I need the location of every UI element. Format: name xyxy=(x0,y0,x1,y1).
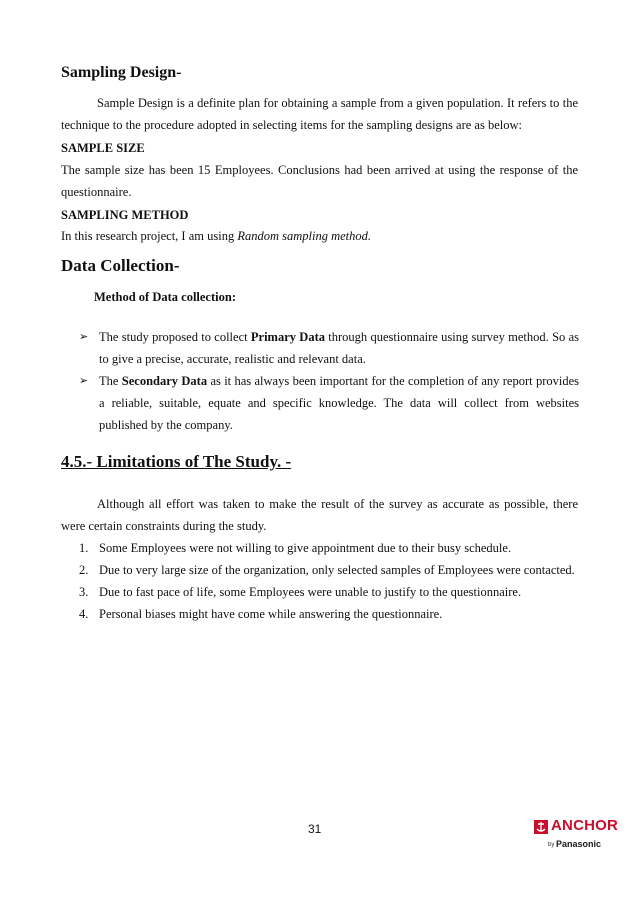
anchor-panasonic-logo xyxy=(534,817,619,860)
limitation-item xyxy=(79,603,579,625)
anchor-logo-icon xyxy=(534,820,548,834)
logo-by: by xyxy=(548,842,555,848)
limitation-item xyxy=(79,581,579,603)
bullet-bold: Primary Data xyxy=(250,330,325,344)
item-number: 2. xyxy=(79,563,89,577)
bullet-text: as it has always been important for the completion of any report provides a reliable, suitable, equate and specific knowledge. The data will collect from websites published by the company. xyxy=(99,374,579,432)
sampling-method-text xyxy=(61,225,578,247)
bullet-secondary-data xyxy=(79,370,579,436)
bullet-text: The xyxy=(99,374,122,388)
data-collection-heading: Data Collection- xyxy=(61,256,180,275)
limitation-item xyxy=(79,559,579,581)
limitations-heading: 4.5.- Limitations of The Study. - xyxy=(61,452,292,471)
limitation-item xyxy=(79,537,579,559)
logo-sub: Panasonic xyxy=(556,839,602,849)
item-text: Due to fast pace of life, some Employees were unable to justify to the questionnaire. xyxy=(99,585,522,599)
arrow-bullet-icon: ➢ xyxy=(79,375,89,387)
item-text: Personal biases might have come while answering the questionnaire. xyxy=(99,607,443,621)
bullet-bold: Secondary Data xyxy=(121,374,208,388)
bullet-primary-data xyxy=(79,326,579,370)
sampling-method-heading: SAMPLING METHOD xyxy=(61,208,189,222)
item-number: 3. xyxy=(79,585,89,599)
logo-word: ANCHOR xyxy=(551,817,619,834)
sampling-method-text-italic: Random sampling method. xyxy=(237,229,372,243)
sample-size-heading: SAMPLE SIZE xyxy=(61,141,145,155)
bullet-text: The study proposed to collect xyxy=(99,330,251,344)
data-collection-subheading: Method of Data collection: xyxy=(94,290,236,304)
limitations-intro: Although all effort was taken to make the result of the survey as accurate as possible, there were certain constraints during the study. xyxy=(61,497,578,533)
item-number: 4. xyxy=(79,607,89,621)
sampling-design-heading: Sampling Design- xyxy=(61,64,182,81)
arrow-bullet-icon: ➢ xyxy=(79,331,89,343)
bullet-text: through questionnaire using survey method. So as to give a precise, accurate, realistic and relevant data. xyxy=(99,330,579,366)
data-collection-bullets xyxy=(79,326,579,436)
item-text: Due to very large size of the organization, only selected samples of Employees were contacted. xyxy=(99,563,575,577)
item-text: Some Employees were not willing to give appointment due to their busy schedule. xyxy=(99,541,512,555)
limitations-list xyxy=(79,537,579,625)
sampling-design-intro: Sample Design is a definite plan for obtaining a sample from a given population. It refers to the technique to the procedure adopted in selecting items for the sampling designs are as below: xyxy=(61,96,578,132)
item-number: 1. xyxy=(79,541,89,555)
page-number: 31 xyxy=(308,822,322,836)
sample-size-text: The sample size has been 15 Employees. Conclusions had been arrived at using the response of the questionnaire. xyxy=(61,163,578,199)
sampling-method-text-pre: In this research project, I am using xyxy=(61,229,238,243)
